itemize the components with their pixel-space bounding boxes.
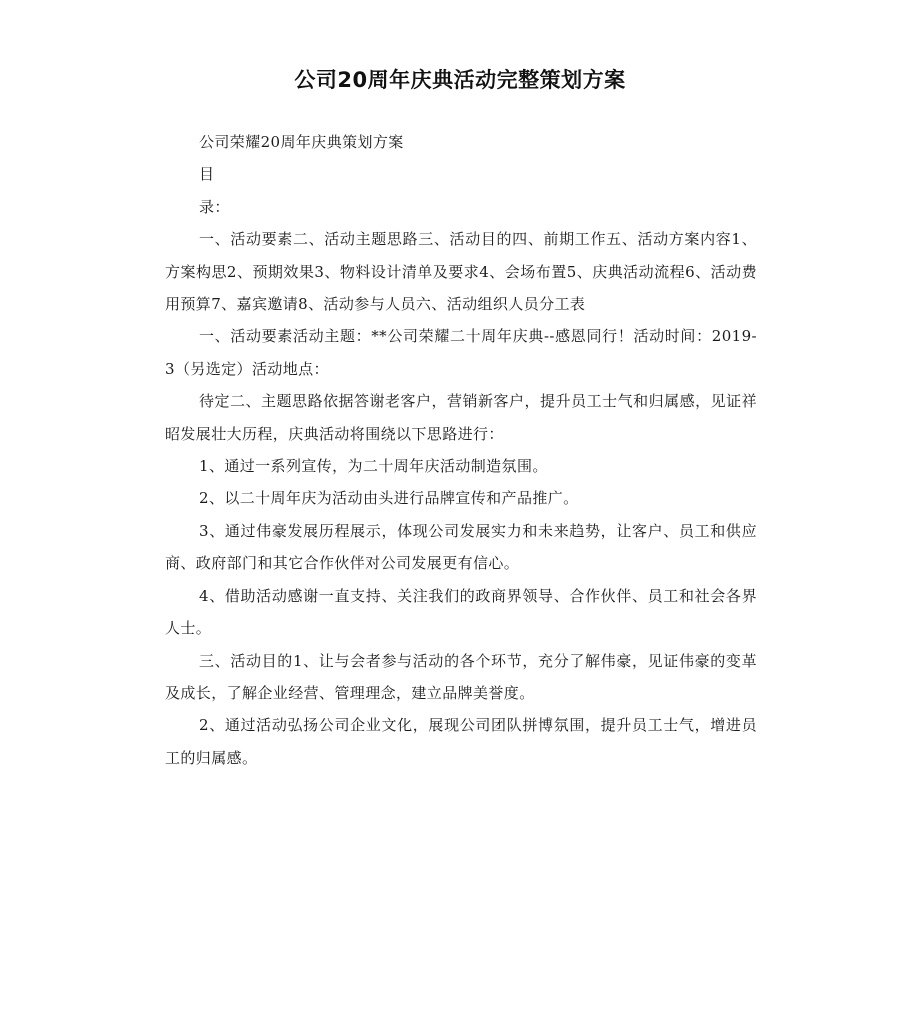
paragraph-idea-1: 1、通过一系列宣传，为二十周年庆活动制造氛围。 (199, 457, 548, 476)
paragraph-event-elements: 一、活动要素活动主题：**公司荣耀二十周年庆典--感恩同行！活动时间：2019-3（另选定）活动地点： (165, 327, 757, 378)
paragraph-purpose-2: 2、通过活动弘扬公司企业文化，展现公司团队拼博氛围，提升员工士气，增进员工的归属感。 (165, 716, 757, 767)
paragraph-plan-name: 公司荣耀20周年庆典策划方案 (199, 133, 404, 151)
paragraph-toc-items: 一、活动要素二、活动主题思路三、活动目的四、前期工作五、活动方案内容1、方案构思2、预期效果3、物料设计清单及要求4、会场布置5、庆典活动流程6、活动费用预算7、嘉宾邀请8、活动参与人员六、活动组织人员分工表 (165, 230, 757, 314)
paragraph-idea-3: 3、通过伟豪发展历程展示，体现公司发展实力和未来趋势，让客户、员工和供应商、政府部门和其它合作伙伴对公司发展更有信心。 (165, 521, 757, 573)
paragraph-theme-ideas: 待定二、主题思路依据答谢老客户，营销新客户，提升员工士气和归属感，见证祥昭发展壮大历程，庆典活动将围绕以下思路进行： (165, 392, 757, 443)
document-body (165, 126, 757, 774)
paragraph-idea-4: 4、借助活动感谢一直支持、关注我们的政商界领导、合作伙伴、员工和社会各界人士。 (165, 586, 757, 638)
paragraph-purpose-1: 三、活动目的1、让与会者参与活动的各个环节，充分了解伟豪，见证伟豪的变革及成长，了解企业经营、管理理念，建立品牌美誉度。 (165, 651, 757, 702)
paragraph-idea-2: 2、以二十周年庆为活动由头进行品牌宣传和产品推广。 (199, 489, 579, 508)
paragraph-toc-heading-1: 目 (199, 165, 215, 184)
paragraph-toc-heading-2: 录： (199, 197, 230, 216)
document-title: 公司20周年庆典活动完整策划方案 (294, 68, 626, 92)
